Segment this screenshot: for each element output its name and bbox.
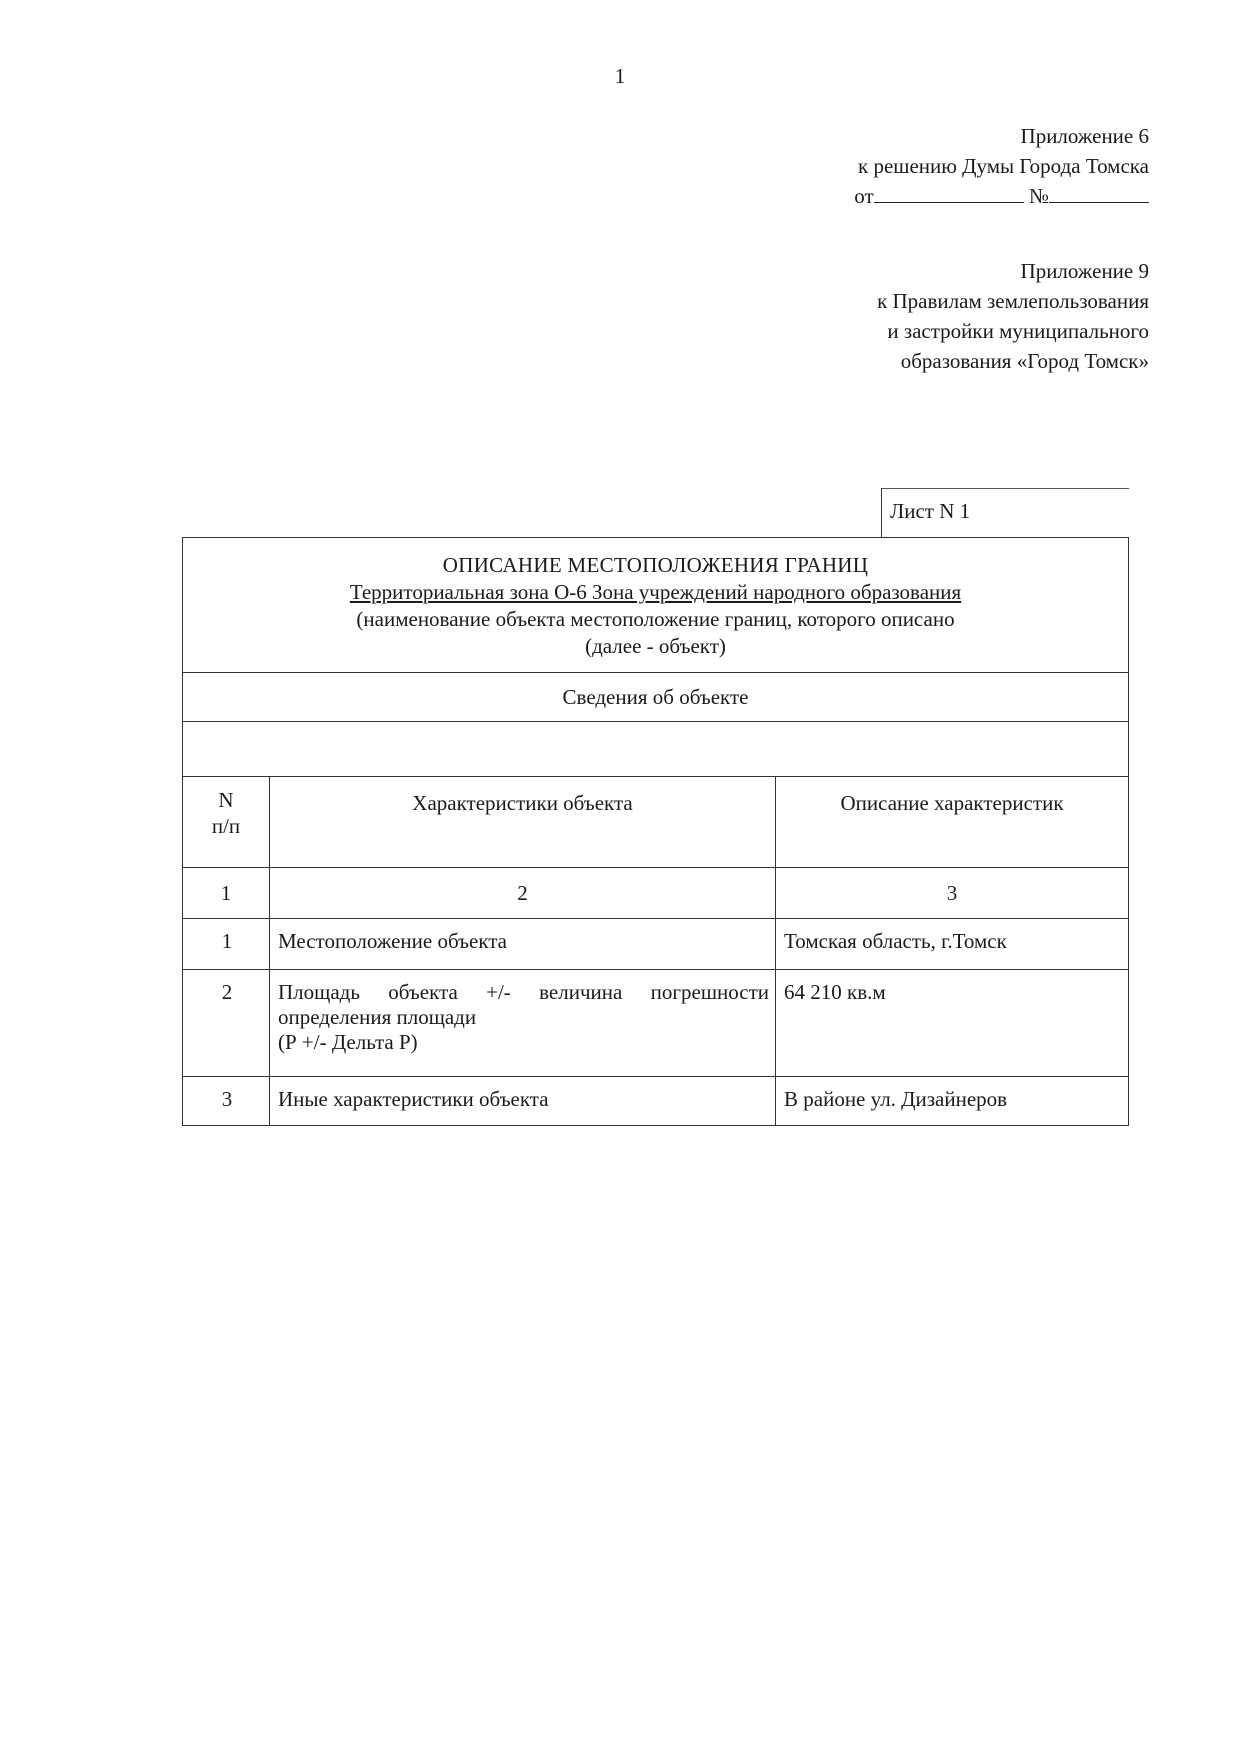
column-header-characteristics: Характеристики объекта	[270, 777, 776, 868]
row-characteristic	[270, 970, 776, 1077]
boundary-description-table	[182, 537, 1129, 1126]
row-characteristic-line2: (Р +/- Дельта Р)	[278, 1030, 418, 1054]
column-header-n-line1: N	[218, 788, 234, 812]
column-number-3: 3	[776, 868, 1129, 919]
row-characteristic: Иные характеристики объекта	[270, 1077, 776, 1126]
empty-row	[183, 722, 1129, 777]
row-characteristic: Местоположение объекта	[270, 919, 776, 970]
title-row	[183, 538, 1129, 673]
appendix-9-line4: образования «Город Томск»	[900, 349, 1149, 373]
row-number: 3	[183, 1077, 270, 1126]
row-number: 2	[183, 970, 270, 1077]
appendix-9-line3: и застройки муниципального	[887, 319, 1149, 343]
column-number-row	[183, 868, 1129, 919]
sheet-number-box	[881, 488, 1129, 538]
appendix-6-decision: к решению Думы Города Томска	[858, 154, 1149, 178]
table-row	[183, 1077, 1129, 1126]
number-prefix: №	[1028, 184, 1049, 208]
column-header-row	[183, 777, 1129, 868]
section-title: Сведения об объекте	[183, 673, 1129, 722]
row-description: 64 210 кв.м	[776, 970, 1129, 1077]
appendix-6-block	[729, 121, 1149, 211]
object-caption-line2: (далее - объект)	[585, 634, 726, 658]
document-title: ОПИСАНИЕ МЕСТОПОЛОЖЕНИЯ ГРАНИЦ	[442, 553, 869, 577]
table-row	[183, 970, 1129, 1077]
table-row	[183, 919, 1129, 970]
appendix-6-title: Приложение 6	[1020, 124, 1149, 148]
object-caption-line1: (наименование объекта местоположение границ, которого описано	[356, 607, 955, 631]
empty-cell	[183, 722, 1129, 777]
row-description: В районе ул. Дизайнеров	[776, 1077, 1129, 1126]
column-header-n	[183, 777, 270, 868]
column-header-n-line2: п/п	[211, 814, 241, 838]
sheet-label: Лист N 1	[890, 499, 971, 523]
row-characteristic-line1: Площадь объекта +/- величина погрешности определения площади	[278, 980, 769, 1029]
title-cell	[183, 538, 1129, 673]
appendix-6-date-line	[729, 181, 1149, 211]
page-number: 1	[614, 64, 626, 88]
section-row	[183, 673, 1129, 722]
date-prefix: от	[854, 184, 874, 208]
appendix-9-title: Приложение 9	[1020, 259, 1149, 283]
row-description: Томская область, г.Томск	[776, 919, 1129, 970]
row-number: 1	[183, 919, 270, 970]
column-number-2: 2	[270, 868, 776, 919]
object-name: Территориальная зона О-6 Зона учреждений народного образования	[349, 580, 962, 604]
column-header-description: Описание характеристик	[776, 777, 1129, 868]
number-blank	[1049, 182, 1149, 203]
column-number-1: 1	[183, 868, 270, 919]
date-blank	[874, 182, 1024, 203]
appendix-9-line2: к Правилам землепользования	[877, 289, 1149, 313]
appendix-9-block	[729, 256, 1149, 376]
